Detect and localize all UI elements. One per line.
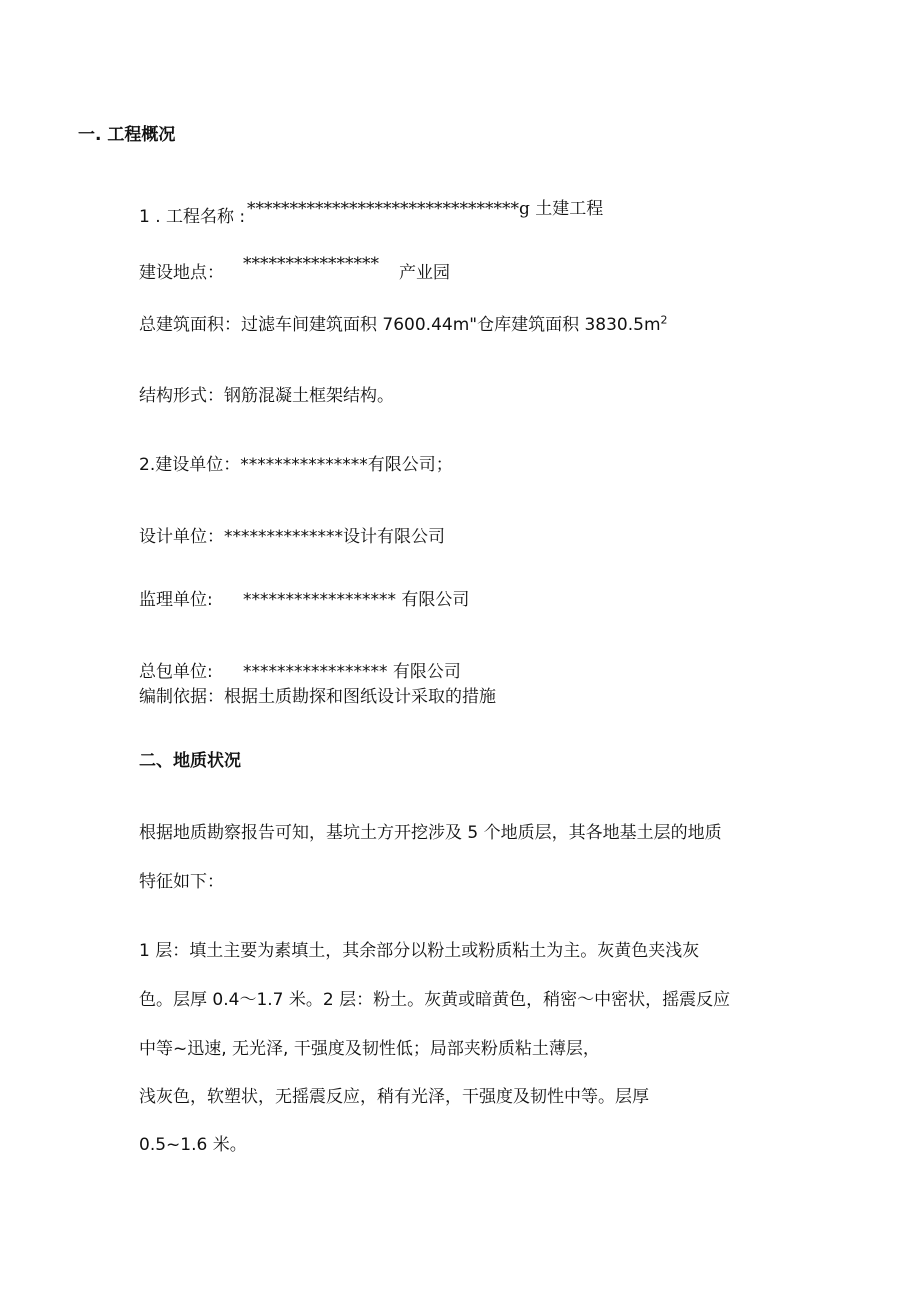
section1-heading: 一. 工程概况 bbox=[78, 125, 176, 145]
paragraph2-line1: 1 层：填土主要为素填土，其余部分以粉土或粉质粘土为主。灰黄色夹浅灰 bbox=[139, 941, 700, 961]
area-text: 总建筑面积：过滤车间建筑面积 7600.44m"仓库建筑面积 3830.5m bbox=[139, 315, 661, 335]
paragraph2-line2: 色。层厚 0.4～1.7 米。2 层：粉土。灰黄或暗黄色，稍密～中密状，摇震反应 bbox=[139, 990, 731, 1010]
supervisor-label: 监理单位: bbox=[139, 590, 213, 610]
paragraph2-line4: 浅灰色，软塑状，无摇震反应，稍有光泽，干强度及韧性中等。层厚 bbox=[139, 1087, 649, 1107]
area-line bbox=[139, 314, 668, 336]
paragraph2-line5: 0.5~1.6 米。 bbox=[139, 1135, 247, 1155]
site-label: 建设地点： bbox=[139, 263, 224, 283]
section2-heading: 二、地质状况 bbox=[139, 751, 241, 771]
owner-line: 2.建设单位：***************有限公司； bbox=[139, 455, 453, 475]
supervisor-value: ****************** 有限公司 bbox=[243, 590, 470, 610]
paragraph2-line3: 中等~迅速, 无光泽, 干强度及韧性低；局部夹粉质粘土薄层， bbox=[139, 1039, 600, 1059]
paragraph1-line2: 特征如下： bbox=[139, 872, 224, 892]
site-value: 产业园 bbox=[399, 263, 450, 283]
paragraph1-line1: 根据地质勘察报告可知，基坑土方开挖涉及 5 个地质层，其各地基土层的地质 bbox=[139, 823, 722, 843]
contractor-value: ***************** 有限公司 bbox=[243, 662, 461, 682]
site-mask: **************** bbox=[243, 254, 379, 274]
project-name-value: ********************************g 土建工程 bbox=[247, 199, 604, 219]
basis-line: 编制依据：根据土质勘探和图纸设计采取的措施 bbox=[139, 687, 496, 707]
area-superscript: 2 bbox=[660, 313, 668, 327]
structure-line: 结构形式：钢筋混凝土框架结构。 bbox=[139, 386, 394, 406]
project-name-label: 1 . 工程名称 : bbox=[139, 207, 246, 227]
designer-line: 设计单位：**************设计有限公司 bbox=[139, 527, 445, 547]
contractor-label: 总包单位: bbox=[139, 662, 213, 682]
